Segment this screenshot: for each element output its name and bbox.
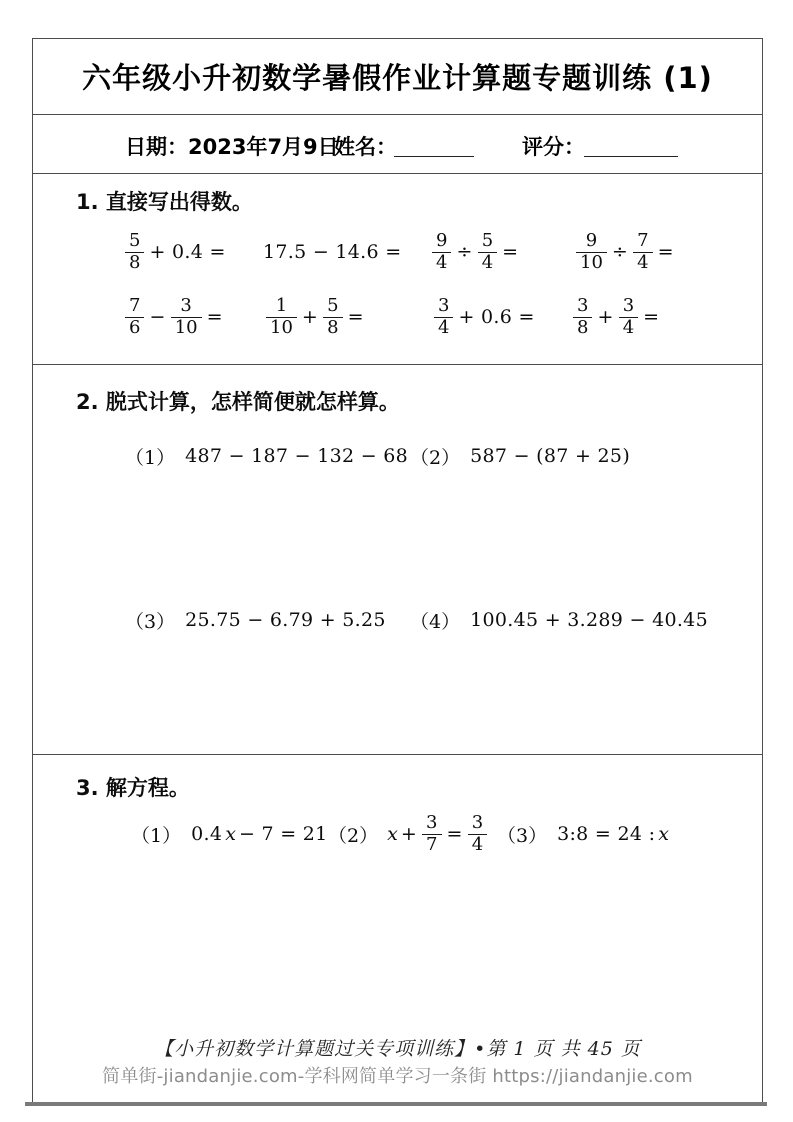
math-text: 25.75 − 6.79 + 5.25 <box>185 609 386 631</box>
math-problem-3-2 <box>328 807 490 861</box>
math-problem-1-7 <box>431 290 537 344</box>
page-bottom-rule <box>25 1102 767 1106</box>
math-text: 487 − 187 − 132 − 68 <box>185 445 409 467</box>
math-text: 0.4 <box>191 823 223 845</box>
section-1-heading: 1. 直接写出得数。 <box>76 190 253 214</box>
math-text: 100.45 + 3.289 − 40.45 <box>470 609 708 631</box>
math-problem-3-3 <box>497 807 670 861</box>
row-divider <box>33 364 762 365</box>
fraction: $\frac{5}{8}$ <box>323 296 342 337</box>
math-problem-1-2 <box>261 225 403 279</box>
math-text: + 0.6 = <box>458 306 535 328</box>
problem-label: （1） <box>131 824 182 847</box>
score-label: 评分： <box>522 135 585 159</box>
fraction: $\frac{7}{4}$ <box>633 231 652 272</box>
math-text: = <box>206 306 223 328</box>
section-3-heading: 3. 解方程。 <box>76 776 190 800</box>
worksheet-table <box>32 38 763 1106</box>
math-text: − 7 = 21 <box>238 823 328 845</box>
math-problem-2-3 <box>125 593 388 647</box>
math-problem-3-1 <box>131 807 330 861</box>
row-divider <box>33 754 762 755</box>
fraction: $\frac{1}{10}$ <box>266 296 297 337</box>
math-text: + 0.4 = <box>149 241 226 263</box>
fraction: $\frac{3}{10}$ <box>171 296 202 337</box>
date-label: 日期：2023年7月9日 <box>125 135 339 159</box>
problem-label: （3） <box>497 824 548 847</box>
fraction: $\frac{3}{7}$ <box>422 813 441 854</box>
fraction: $\frac{9}{4}$ <box>432 231 451 272</box>
fraction: $\frac{5}{4}$ <box>478 231 497 272</box>
math-text: = <box>347 306 364 328</box>
title-row <box>33 39 762 114</box>
problem-label: （1） <box>125 446 176 469</box>
math-text: 17.5 − 14.6 = <box>263 241 402 263</box>
math-variable: x <box>387 823 398 845</box>
problem-label: （2） <box>410 446 461 469</box>
fraction: $\frac{5}{8}$ <box>125 231 144 272</box>
math-problem-1-5 <box>122 290 225 344</box>
math-text: ÷ <box>611 241 629 263</box>
name-label: 姓名： <box>334 135 397 159</box>
math-text: = <box>502 241 519 263</box>
math-problem-2-1 <box>125 429 410 483</box>
math-problem-1-6 <box>263 290 366 344</box>
footer-book-page-info: 【小升初数学计算题过关专项训练】•第 1 页 共 45 页 <box>154 1038 641 1060</box>
math-text: + <box>400 823 418 845</box>
fraction: $\frac{3}{8}$ <box>573 296 592 337</box>
math-problem-1-3 <box>429 225 520 279</box>
section-2-heading: 2. 脱式计算，怎样简便就怎样算。 <box>76 390 400 414</box>
fraction: $\frac{9}{10}$ <box>576 231 607 272</box>
math-problem-1-4 <box>573 225 676 279</box>
name-blank-line <box>394 156 474 157</box>
math-text: 587 − (87 + 25) <box>470 445 631 467</box>
math-text: 3:8 = 24 : <box>557 823 656 845</box>
math-text: ÷ <box>456 241 473 263</box>
problem-label: （4） <box>410 610 461 633</box>
fraction: $\frac{3}{4}$ <box>619 296 638 337</box>
page-title: 六年级小升初数学暑假作业计算题专题训练 (1) <box>82 61 713 95</box>
math-problem-2-4 <box>410 593 710 647</box>
problem-label: （2） <box>328 824 379 847</box>
math-text: = <box>657 241 674 263</box>
fraction: $\frac{3}{4}$ <box>468 813 487 854</box>
math-text: = <box>446 823 463 845</box>
math-text: − <box>149 306 166 328</box>
score-blank-line <box>584 156 678 157</box>
row-divider <box>33 173 762 174</box>
fraction: $\frac{3}{4}$ <box>434 296 453 337</box>
row-divider <box>33 114 762 115</box>
math-text: + <box>301 306 319 328</box>
math-variable: x <box>225 823 236 845</box>
footer-watermark: 简单街-jiandanjie.com-学科网简单学习一条街 https://jiandanjie.com <box>102 1066 693 1087</box>
math-text: + <box>597 306 614 328</box>
problem-label: （3） <box>125 610 176 633</box>
math-problem-2-2 <box>410 429 632 483</box>
math-problem-1-8 <box>570 290 661 344</box>
math-variable: x <box>658 823 670 845</box>
math-text: = <box>643 306 660 328</box>
math-problem-1-1 <box>122 225 228 279</box>
fraction: $\frac{7}{6}$ <box>125 296 144 337</box>
